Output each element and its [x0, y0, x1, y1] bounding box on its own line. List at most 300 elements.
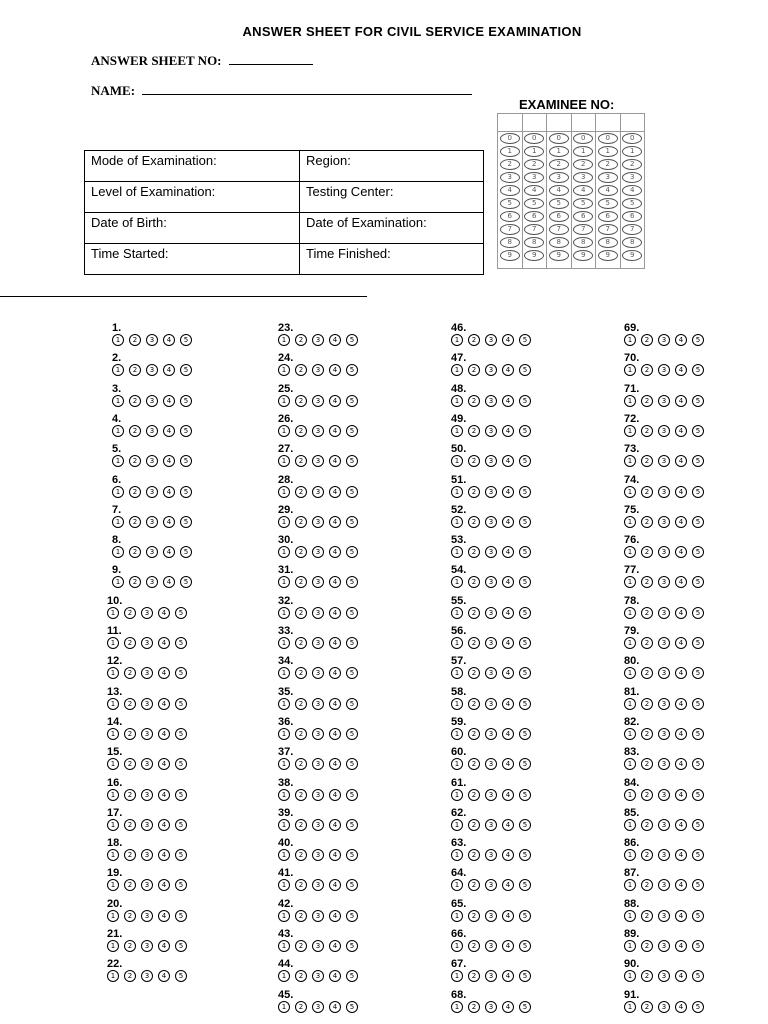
answer-bubble[interactable]: 1: [451, 334, 463, 346]
answer-bubble[interactable]: 4: [502, 486, 514, 498]
answer-bubble[interactable]: 5: [692, 910, 704, 922]
answer-bubble[interactable]: 1: [624, 698, 636, 710]
answer-bubble[interactable]: 1: [112, 516, 124, 528]
answer-bubble[interactable]: 4: [329, 819, 341, 831]
answer-bubble[interactable]: 5: [692, 516, 704, 528]
examinee-digit-bubble[interactable]: 2: [573, 159, 593, 170]
examinee-digit-box[interactable]: [572, 114, 596, 132]
answer-bubble[interactable]: 5: [519, 486, 531, 498]
answer-bubble[interactable]: 2: [129, 486, 141, 498]
answer-bubble[interactable]: 4: [675, 667, 687, 679]
answer-bubble[interactable]: 5: [346, 667, 358, 679]
answer-bubble[interactable]: 5: [180, 425, 192, 437]
answer-bubble[interactable]: 5: [346, 576, 358, 588]
answer-bubble[interactable]: 4: [158, 879, 170, 891]
info-cell[interactable]: Level of Examination:: [85, 182, 300, 213]
info-cell[interactable]: Region:: [300, 151, 484, 182]
answer-bubble[interactable]: 3: [485, 576, 497, 588]
answer-bubble[interactable]: 2: [641, 667, 653, 679]
answer-bubble[interactable]: 5: [180, 576, 192, 588]
answer-bubble[interactable]: 1: [451, 455, 463, 467]
answer-bubble[interactable]: 5: [346, 970, 358, 982]
answer-bubble[interactable]: 4: [502, 940, 514, 952]
answer-bubble[interactable]: 2: [124, 667, 136, 679]
answer-bubble[interactable]: 3: [658, 455, 670, 467]
answer-bubble[interactable]: 3: [485, 758, 497, 770]
answer-bubble[interactable]: 5: [346, 334, 358, 346]
answer-bubble[interactable]: 2: [295, 819, 307, 831]
answer-bubble[interactable]: 4: [163, 576, 175, 588]
answer-bubble[interactable]: 2: [295, 910, 307, 922]
answer-bubble[interactable]: 1: [112, 395, 124, 407]
answer-bubble[interactable]: 2: [295, 728, 307, 740]
answer-bubble[interactable]: 4: [675, 364, 687, 376]
answer-bubble[interactable]: 3: [312, 576, 324, 588]
answer-bubble[interactable]: 4: [502, 364, 514, 376]
examinee-digit-bubble[interactable]: 3: [500, 172, 520, 183]
answer-bubble[interactable]: 1: [624, 334, 636, 346]
answer-bubble[interactable]: 5: [692, 576, 704, 588]
answer-bubble[interactable]: 1: [107, 849, 119, 861]
examinee-digit-bubble[interactable]: 9: [549, 250, 569, 261]
answer-bubble[interactable]: 4: [329, 728, 341, 740]
answer-bubble[interactable]: 4: [158, 910, 170, 922]
answer-bubble[interactable]: 4: [158, 607, 170, 619]
examinee-digit-box[interactable]: [523, 114, 547, 132]
answer-bubble[interactable]: 4: [502, 698, 514, 710]
answer-bubble[interactable]: 2: [295, 940, 307, 952]
answer-bubble[interactable]: 3: [658, 425, 670, 437]
answer-bubble[interactable]: 4: [675, 576, 687, 588]
answer-bubble[interactable]: 5: [346, 364, 358, 376]
answer-bubble[interactable]: 3: [146, 486, 158, 498]
answer-bubble[interactable]: 1: [624, 486, 636, 498]
answer-bubble[interactable]: 1: [624, 849, 636, 861]
answer-bubble[interactable]: 5: [180, 546, 192, 558]
answer-bubble[interactable]: 1: [278, 486, 290, 498]
answer-bubble[interactable]: 5: [346, 395, 358, 407]
answer-bubble[interactable]: 2: [295, 425, 307, 437]
answer-bubble[interactable]: 3: [312, 395, 324, 407]
answer-bubble[interactable]: 1: [278, 395, 290, 407]
answer-bubble[interactable]: 1: [624, 728, 636, 740]
answer-bubble[interactable]: 4: [502, 516, 514, 528]
answer-bubble[interactable]: 2: [641, 334, 653, 346]
answer-bubble[interactable]: 4: [329, 667, 341, 679]
answer-bubble[interactable]: 2: [468, 546, 480, 558]
answer-bubble[interactable]: 1: [451, 879, 463, 891]
answer-bubble[interactable]: 3: [312, 970, 324, 982]
answer-bubble[interactable]: 4: [675, 334, 687, 346]
answer-bubble[interactable]: 1: [278, 546, 290, 558]
answer-bubble[interactable]: 2: [641, 364, 653, 376]
answer-bubble[interactable]: 4: [502, 637, 514, 649]
answer-bubble[interactable]: 1: [107, 910, 119, 922]
answer-bubble[interactable]: 5: [175, 940, 187, 952]
answer-bubble[interactable]: 1: [112, 576, 124, 588]
answer-bubble[interactable]: 5: [519, 455, 531, 467]
answer-bubble[interactable]: 2: [295, 455, 307, 467]
answer-bubble[interactable]: 3: [485, 546, 497, 558]
examinee-digit-bubble[interactable]: 1: [573, 146, 593, 157]
answer-bubble[interactable]: 1: [107, 637, 119, 649]
answer-bubble[interactable]: 4: [158, 637, 170, 649]
answer-bubble[interactable]: 2: [124, 910, 136, 922]
answer-bubble[interactable]: 3: [312, 334, 324, 346]
answer-bubble[interactable]: 2: [468, 334, 480, 346]
answer-bubble[interactable]: 2: [129, 334, 141, 346]
answer-bubble[interactable]: 2: [124, 970, 136, 982]
answer-bubble[interactable]: 5: [519, 607, 531, 619]
answer-bubble[interactable]: 3: [658, 879, 670, 891]
examinee-digit-bubble[interactable]: 2: [524, 159, 544, 170]
examinee-digit-bubble[interactable]: 5: [524, 198, 544, 209]
examinee-digit-bubble[interactable]: 5: [622, 198, 642, 209]
answer-bubble[interactable]: 3: [141, 698, 153, 710]
answer-bubble[interactable]: 1: [278, 970, 290, 982]
answer-bubble[interactable]: 5: [692, 607, 704, 619]
answer-bubble[interactable]: 3: [312, 546, 324, 558]
answer-bubble[interactable]: 1: [107, 728, 119, 740]
answer-bubble[interactable]: 2: [641, 789, 653, 801]
answer-bubble[interactable]: 2: [295, 576, 307, 588]
answer-bubble[interactable]: 3: [658, 395, 670, 407]
answer-bubble[interactable]: 5: [519, 940, 531, 952]
answer-bubble[interactable]: 3: [658, 546, 670, 558]
answer-bubble[interactable]: 3: [658, 334, 670, 346]
answer-bubble[interactable]: 4: [502, 910, 514, 922]
answer-bubble[interactable]: 5: [692, 364, 704, 376]
answer-bubble[interactable]: 3: [658, 667, 670, 679]
answer-bubble[interactable]: 1: [451, 1001, 463, 1013]
answer-bubble[interactable]: 4: [329, 455, 341, 467]
examinee-digit-bubble[interactable]: 4: [622, 185, 642, 196]
answer-bubble[interactable]: 4: [329, 879, 341, 891]
answer-bubble[interactable]: 5: [346, 940, 358, 952]
answer-bubble[interactable]: 3: [485, 364, 497, 376]
examinee-digit-bubble[interactable]: 7: [573, 224, 593, 235]
answer-bubble[interactable]: 3: [658, 516, 670, 528]
answer-bubble[interactable]: 4: [675, 698, 687, 710]
answer-bubble[interactable]: 2: [468, 789, 480, 801]
answer-bubble[interactable]: 4: [675, 1001, 687, 1013]
examinee-digit-box[interactable]: [596, 114, 620, 132]
answer-bubble[interactable]: 4: [158, 789, 170, 801]
answer-bubble[interactable]: 1: [112, 455, 124, 467]
answer-bubble[interactable]: 4: [502, 546, 514, 558]
answer-bubble[interactable]: 2: [468, 970, 480, 982]
answer-bubble[interactable]: 3: [658, 789, 670, 801]
answer-bubble[interactable]: 5: [519, 425, 531, 437]
answer-bubble[interactable]: 2: [295, 970, 307, 982]
answer-bubble[interactable]: 2: [124, 698, 136, 710]
answer-bubble[interactable]: 5: [175, 970, 187, 982]
answer-bubble[interactable]: 3: [312, 486, 324, 498]
answer-bubble[interactable]: 1: [107, 789, 119, 801]
answer-bubble[interactable]: 5: [346, 879, 358, 891]
examinee-digit-bubble[interactable]: 9: [524, 250, 544, 261]
answer-bubble[interactable]: 4: [158, 819, 170, 831]
answer-bubble[interactable]: 1: [624, 758, 636, 770]
answer-bubble[interactable]: 5: [346, 728, 358, 740]
info-cell[interactable]: Time Started:: [85, 244, 300, 275]
examinee-digit-bubble[interactable]: 5: [500, 198, 520, 209]
answer-bubble[interactable]: 5: [519, 698, 531, 710]
answer-bubble[interactable]: 3: [485, 819, 497, 831]
examinee-digit-bubble[interactable]: 0: [573, 133, 593, 144]
answer-bubble[interactable]: 4: [675, 789, 687, 801]
answer-bubble[interactable]: 1: [107, 698, 119, 710]
answer-bubble[interactable]: 2: [468, 576, 480, 588]
answer-bubble[interactable]: 2: [124, 849, 136, 861]
answer-bubble[interactable]: 2: [641, 1001, 653, 1013]
answer-bubble[interactable]: 4: [675, 879, 687, 891]
answer-bubble[interactable]: 1: [278, 849, 290, 861]
answer-bubble[interactable]: 1: [624, 395, 636, 407]
answer-bubble[interactable]: 3: [312, 728, 324, 740]
answer-bubble[interactable]: 1: [451, 970, 463, 982]
answer-bubble[interactable]: 1: [278, 516, 290, 528]
answer-bubble[interactable]: 5: [180, 395, 192, 407]
answer-bubble[interactable]: 4: [675, 395, 687, 407]
answer-bubble[interactable]: 3: [485, 334, 497, 346]
answer-bubble[interactable]: 3: [141, 667, 153, 679]
answer-bubble[interactable]: 5: [519, 910, 531, 922]
answer-bubble[interactable]: 4: [158, 758, 170, 770]
answer-bubble[interactable]: 2: [129, 516, 141, 528]
examinee-digit-bubble[interactable]: 1: [500, 146, 520, 157]
answer-bubble[interactable]: 1: [624, 576, 636, 588]
answer-bubble[interactable]: 4: [675, 940, 687, 952]
answer-bubble[interactable]: 2: [641, 940, 653, 952]
answer-bubble[interactable]: 2: [641, 486, 653, 498]
answer-bubble[interactable]: 2: [295, 334, 307, 346]
info-cell[interactable]: Mode of Examination:: [85, 151, 300, 182]
answer-bubble[interactable]: 1: [278, 698, 290, 710]
answer-bubble[interactable]: 4: [502, 334, 514, 346]
answer-bubble[interactable]: 1: [451, 516, 463, 528]
answer-bubble[interactable]: 3: [141, 879, 153, 891]
answer-bubble[interactable]: 4: [502, 576, 514, 588]
answer-bubble[interactable]: 4: [158, 849, 170, 861]
answer-bubble[interactable]: 1: [278, 667, 290, 679]
answer-bubble[interactable]: 3: [658, 728, 670, 740]
answer-bubble[interactable]: 1: [451, 576, 463, 588]
answer-bubble[interactable]: 4: [675, 486, 687, 498]
answer-bubble[interactable]: 2: [124, 607, 136, 619]
answer-bubble[interactable]: 4: [502, 758, 514, 770]
answer-bubble[interactable]: 3: [485, 728, 497, 740]
answer-bubble[interactable]: 1: [624, 1001, 636, 1013]
answer-bubble[interactable]: 5: [519, 728, 531, 740]
answer-bubble[interactable]: 3: [146, 395, 158, 407]
answer-bubble[interactable]: 3: [658, 607, 670, 619]
answer-bubble[interactable]: 2: [295, 1001, 307, 1013]
answer-bubble[interactable]: 4: [329, 576, 341, 588]
answer-bubble[interactable]: 2: [641, 728, 653, 740]
answer-bubble[interactable]: 3: [312, 667, 324, 679]
answer-bubble[interactable]: 3: [658, 486, 670, 498]
answer-bubble[interactable]: 4: [163, 455, 175, 467]
answer-bubble[interactable]: 4: [502, 879, 514, 891]
answer-bubble[interactable]: 1: [278, 728, 290, 740]
answer-bubble[interactable]: 1: [451, 425, 463, 437]
answer-bubble[interactable]: 5: [692, 637, 704, 649]
answer-bubble[interactable]: 3: [146, 364, 158, 376]
answer-bubble[interactable]: 1: [107, 667, 119, 679]
answer-bubble[interactable]: 4: [329, 364, 341, 376]
answer-bubble[interactable]: 1: [624, 425, 636, 437]
answer-bubble[interactable]: 1: [624, 637, 636, 649]
answer-bubble[interactable]: 2: [295, 879, 307, 891]
answer-bubble[interactable]: 4: [329, 849, 341, 861]
answer-bubble[interactable]: 4: [329, 940, 341, 952]
examinee-digit-bubble[interactable]: 4: [524, 185, 544, 196]
answer-bubble[interactable]: 2: [295, 698, 307, 710]
answer-bubble[interactable]: 4: [675, 425, 687, 437]
answer-bubble[interactable]: 2: [468, 455, 480, 467]
answer-sheet-no-field[interactable]: [229, 64, 313, 65]
answer-bubble[interactable]: 1: [451, 546, 463, 558]
answer-bubble[interactable]: 5: [692, 819, 704, 831]
examinee-digit-bubble[interactable]: 3: [549, 172, 569, 183]
answer-bubble[interactable]: 5: [519, 576, 531, 588]
examinee-digit-bubble[interactable]: 3: [598, 172, 618, 183]
answer-bubble[interactable]: 3: [658, 1001, 670, 1013]
answer-bubble[interactable]: 5: [180, 334, 192, 346]
answer-bubble[interactable]: 5: [519, 849, 531, 861]
answer-bubble[interactable]: 4: [329, 607, 341, 619]
answer-bubble[interactable]: 1: [451, 607, 463, 619]
answer-bubble[interactable]: 3: [485, 879, 497, 891]
examinee-digit-bubble[interactable]: 7: [524, 224, 544, 235]
answer-bubble[interactable]: 1: [451, 395, 463, 407]
examinee-digit-bubble[interactable]: 7: [598, 224, 618, 235]
answer-bubble[interactable]: 4: [675, 910, 687, 922]
examinee-digit-bubble[interactable]: 8: [573, 237, 593, 248]
answer-bubble[interactable]: 1: [451, 819, 463, 831]
answer-bubble[interactable]: 2: [124, 758, 136, 770]
answer-bubble[interactable]: 3: [658, 940, 670, 952]
answer-bubble[interactable]: 4: [502, 425, 514, 437]
answer-bubble[interactable]: 1: [278, 637, 290, 649]
answer-bubble[interactable]: 5: [346, 637, 358, 649]
answer-bubble[interactable]: 2: [641, 758, 653, 770]
examinee-digit-bubble[interactable]: 8: [500, 237, 520, 248]
answer-bubble[interactable]: 3: [312, 607, 324, 619]
answer-bubble[interactable]: 2: [295, 607, 307, 619]
answer-bubble[interactable]: 2: [468, 1001, 480, 1013]
answer-bubble[interactable]: 5: [519, 879, 531, 891]
answer-bubble[interactable]: 3: [658, 698, 670, 710]
answer-bubble[interactable]: 4: [675, 758, 687, 770]
answer-bubble[interactable]: 5: [692, 334, 704, 346]
answer-bubble[interactable]: 5: [519, 637, 531, 649]
answer-bubble[interactable]: 3: [485, 789, 497, 801]
answer-bubble[interactable]: 5: [692, 667, 704, 679]
answer-bubble[interactable]: 3: [485, 1001, 497, 1013]
examinee-digit-bubble[interactable]: 1: [549, 146, 569, 157]
answer-bubble[interactable]: 5: [519, 546, 531, 558]
answer-bubble[interactable]: 4: [675, 516, 687, 528]
answer-bubble[interactable]: 4: [675, 819, 687, 831]
answer-bubble[interactable]: 4: [675, 455, 687, 467]
answer-bubble[interactable]: 5: [175, 849, 187, 861]
answer-bubble[interactable]: 4: [329, 970, 341, 982]
answer-bubble[interactable]: 5: [692, 970, 704, 982]
answer-bubble[interactable]: 2: [468, 607, 480, 619]
answer-bubble[interactable]: 3: [146, 576, 158, 588]
examinee-digit-bubble[interactable]: 9: [500, 250, 520, 261]
answer-bubble[interactable]: 3: [141, 849, 153, 861]
answer-bubble[interactable]: 3: [485, 940, 497, 952]
answer-bubble[interactable]: 2: [468, 486, 480, 498]
answer-bubble[interactable]: 1: [451, 728, 463, 740]
answer-bubble[interactable]: 5: [692, 789, 704, 801]
answer-bubble[interactable]: 2: [129, 425, 141, 437]
answer-bubble[interactable]: 2: [129, 395, 141, 407]
answer-bubble[interactable]: 2: [468, 910, 480, 922]
answer-bubble[interactable]: 4: [163, 486, 175, 498]
answer-bubble[interactable]: 1: [624, 667, 636, 679]
examinee-digit-bubble[interactable]: 0: [598, 133, 618, 144]
answer-bubble[interactable]: 1: [278, 334, 290, 346]
answer-bubble[interactable]: 5: [692, 395, 704, 407]
answer-bubble[interactable]: 3: [141, 637, 153, 649]
answer-bubble[interactable]: 2: [295, 364, 307, 376]
answer-bubble[interactable]: 2: [641, 576, 653, 588]
answer-bubble[interactable]: 3: [141, 970, 153, 982]
answer-bubble[interactable]: 5: [519, 970, 531, 982]
answer-bubble[interactable]: 2: [468, 637, 480, 649]
answer-bubble[interactable]: 3: [312, 758, 324, 770]
answer-bubble[interactable]: 4: [329, 334, 341, 346]
answer-bubble[interactable]: 1: [624, 546, 636, 558]
name-field[interactable]: [142, 94, 472, 95]
answer-bubble[interactable]: 3: [485, 637, 497, 649]
answer-bubble[interactable]: 5: [346, 546, 358, 558]
answer-bubble[interactable]: 4: [675, 607, 687, 619]
answer-bubble[interactable]: 5: [346, 486, 358, 498]
answer-bubble[interactable]: 4: [329, 637, 341, 649]
answer-bubble[interactable]: 4: [329, 546, 341, 558]
answer-bubble[interactable]: 1: [278, 940, 290, 952]
answer-bubble[interactable]: 3: [141, 910, 153, 922]
answer-bubble[interactable]: 3: [485, 607, 497, 619]
answer-bubble[interactable]: 4: [502, 1001, 514, 1013]
answer-bubble[interactable]: 5: [175, 607, 187, 619]
examinee-digit-bubble[interactable]: 1: [622, 146, 642, 157]
answer-bubble[interactable]: 4: [158, 698, 170, 710]
answer-bubble[interactable]: 1: [278, 576, 290, 588]
examinee-digit-bubble[interactable]: 3: [524, 172, 544, 183]
answer-bubble[interactable]: 2: [641, 607, 653, 619]
examinee-digit-bubble[interactable]: 5: [549, 198, 569, 209]
answer-bubble[interactable]: 4: [675, 728, 687, 740]
answer-bubble[interactable]: 3: [658, 970, 670, 982]
answer-bubble[interactable]: 5: [692, 425, 704, 437]
answer-bubble[interactable]: 1: [107, 819, 119, 831]
answer-bubble[interactable]: 3: [141, 819, 153, 831]
answer-bubble[interactable]: 5: [175, 819, 187, 831]
answer-bubble[interactable]: 4: [329, 789, 341, 801]
examinee-digit-bubble[interactable]: 8: [622, 237, 642, 248]
answer-bubble[interactable]: 2: [468, 364, 480, 376]
answer-bubble[interactable]: 5: [175, 667, 187, 679]
answer-bubble[interactable]: 5: [692, 940, 704, 952]
examinee-digit-box[interactable]: [547, 114, 571, 132]
answer-bubble[interactable]: 2: [295, 486, 307, 498]
